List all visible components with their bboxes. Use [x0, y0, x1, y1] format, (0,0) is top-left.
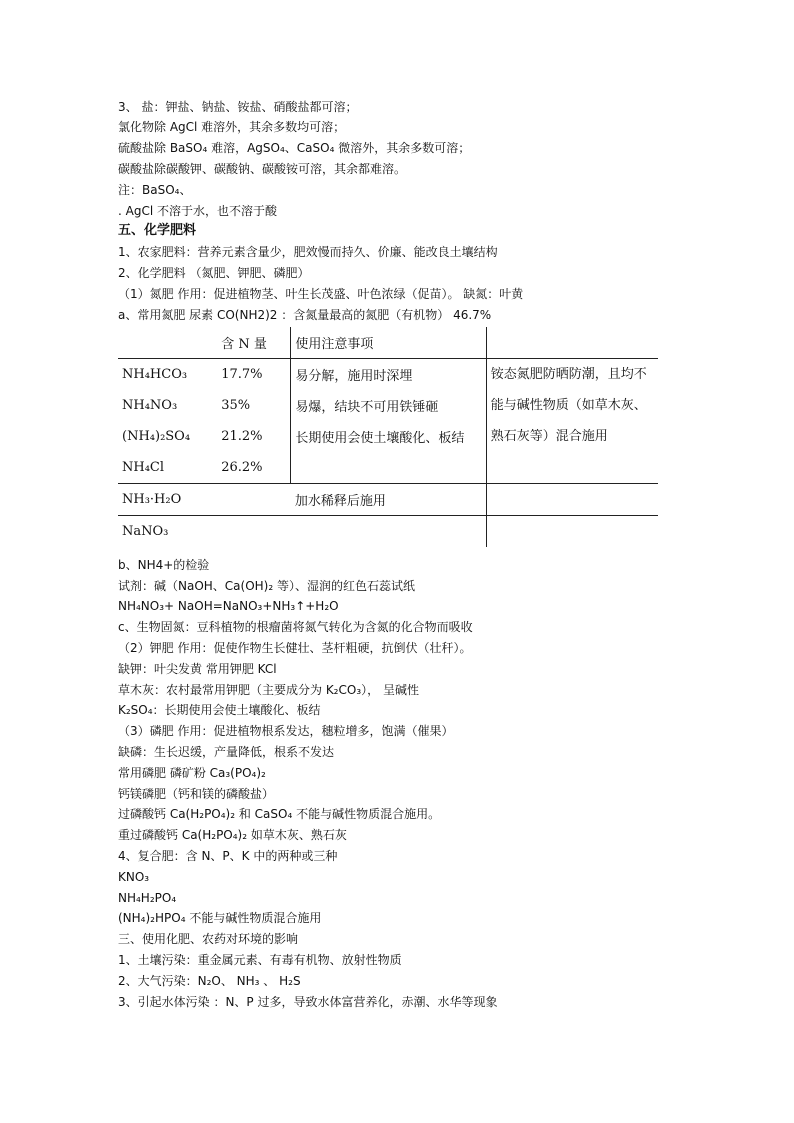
- usage-note: 加水稀释后施用: [291, 484, 486, 516]
- text-line: 三、使用化肥、农药对环境的影响: [118, 932, 299, 946]
- table-row: [118, 516, 658, 548]
- text-line: 1、土壤污染：重金属元素、有毒有机物、放射性物质: [118, 953, 402, 967]
- table-row: [118, 484, 658, 516]
- text-line: 草木灰：农村最常用钾肥（主要成分为 K₂CO₃）， 呈碱性: [118, 683, 419, 697]
- usage-note: 易分解，施用时深埋: [291, 359, 486, 391]
- text-line: 3、引起水体污染 ：N、P 过多，导致水体富营养化，赤潮、水华等现象: [118, 995, 498, 1009]
- table-header-blank: [486, 327, 658, 359]
- text-line: KNO₃: [118, 870, 150, 884]
- text-line: 过磷酸钙 Ca(H₂PO₄)₂ 和 CaSO₄ 不能与碱性物质混合施用。: [118, 807, 441, 821]
- fertilizer-name: NH₄HCO₃: [122, 367, 188, 382]
- text-line: (NH₄)₂HPO₄ 不能与碱性物质混合施用: [118, 911, 322, 925]
- text-line: （2）钾肥 作用：促使作物生长健壮、茎杆粗硬，抗倒伏（壮秆）。: [118, 641, 472, 655]
- text-line: 试剂：碱（NaOH、Ca(OH)₂ 等）、湿润的红色石蕊试纸: [118, 579, 415, 593]
- text-line: 重过磷酸钙 Ca(H₂PO₄)₂ 如草木灰、熟石灰: [118, 828, 347, 842]
- text-line: b、NH4+的检验: [118, 558, 210, 572]
- text-line: 2、化学肥料 （氮肥、钾肥、磷肥）: [118, 266, 310, 280]
- nitrogen-content: 21.2%: [217, 421, 291, 452]
- text-line: 硫酸盐除 BaSO₄ 难溶，AgSO₄、CaSO₄ 微溶外，其余多数可溶；: [118, 141, 471, 155]
- text-line: K₂SO₄：长期使用会使土壤酸化、板结: [118, 703, 321, 717]
- text-line: （1）氮肥 作用：促进植物茎、叶生长茂盛、叶色浓绿（促苗）。 缺氮：叶黄: [118, 287, 524, 301]
- nitrogen-content: 26.2%: [217, 452, 291, 484]
- text-line: 氯化物除 AgCl 难溶外，其余多数均可溶；: [118, 120, 346, 134]
- text-line: . AgCl 不溶于水，也不溶于酸: [118, 204, 277, 218]
- text-line: （3）磷肥 作用：促进植物根系发达，穗粒增多，饱满（催果）: [118, 724, 454, 738]
- text-line: 缺钾：叶尖发黄 常用钾肥 KCl: [118, 662, 277, 676]
- fertilizer-name: NH₄Cl: [122, 460, 165, 475]
- usage-note: 长期使用会使土壤酸化、板结: [291, 421, 486, 452]
- fertilizer-name: NH₄NO₃: [122, 398, 178, 413]
- table-header-row: [118, 327, 658, 359]
- nitrogen-content: [217, 484, 291, 516]
- text-line: NH₄NO₃+ NaOH=NaNO₃+NH₃↑+H₂O: [118, 599, 339, 613]
- text-line: 钙镁磷肥（钙和镁的磷酸盐）: [118, 787, 275, 801]
- text-line: 常用磷肥 磷矿粉 Ca₃(PO₄)₂: [118, 766, 266, 780]
- text-line: 3、 盐：钾盐、钠盐、铵盐、硝酸盐都可溶；: [118, 100, 358, 114]
- fertilizer-name: NH₃·H₂O: [118, 484, 217, 516]
- text-line: 2、大气污染：N₂O、 NH₃ 、 H₂S: [118, 974, 301, 988]
- text-line: 4、复合肥：含 N、P、K 中的两种或三种: [118, 849, 338, 863]
- text-line: 碳酸盐除碳酸钾、碳酸钠、碳酸铵可溶，其余都难溶。: [118, 162, 407, 176]
- usage-note: [291, 516, 486, 548]
- nitrogen-content: 17.7%: [217, 359, 291, 391]
- usage-note: [291, 452, 486, 484]
- table-header-content: 含 N 量: [217, 327, 291, 359]
- fertilizer-name: NaNO₃: [122, 524, 169, 539]
- section-heading: 五、化学肥料: [118, 223, 197, 238]
- text-line: c、生物固氮：豆科植物的根瘤菌将氮气转化为含氮的化合物而吸收: [118, 620, 473, 634]
- text-line: 缺磷：生长迟缓，产量降低，根系不发达: [118, 745, 335, 759]
- text-line: 1、农家肥料：营养元素含量少，肥效慢而持久、价廉、能改良土壤结构: [118, 245, 498, 259]
- text-line: 注：BaSO₄、: [118, 183, 192, 197]
- table-blank-cell: [486, 516, 658, 548]
- table-header-usage: 使用注意事项: [291, 327, 486, 359]
- fertilizer-name: (NH₄)₂SO₄: [122, 429, 191, 444]
- usage-note: 易爆，结块不可用铁锤砸: [291, 390, 486, 421]
- nitrogen-fertilizer-table: [118, 327, 658, 547]
- table-header-name: [118, 327, 217, 359]
- table-row: [118, 359, 658, 391]
- nitrogen-content: 35%: [217, 390, 291, 421]
- table-blank-cell: [486, 484, 658, 516]
- text-line: NH₄H₂PO₄: [118, 891, 177, 905]
- text-line: a、常用氮肥 尿素 CO(NH2)2 ：含氮量最高的氮肥（有机物） 46.7%: [118, 308, 492, 322]
- ammonium-note: 铵态氮肥防晒防潮，且均不能与碱性物质（如草木灰、熟石灰等）混合施用: [486, 359, 658, 484]
- nitrogen-content: [217, 516, 291, 548]
